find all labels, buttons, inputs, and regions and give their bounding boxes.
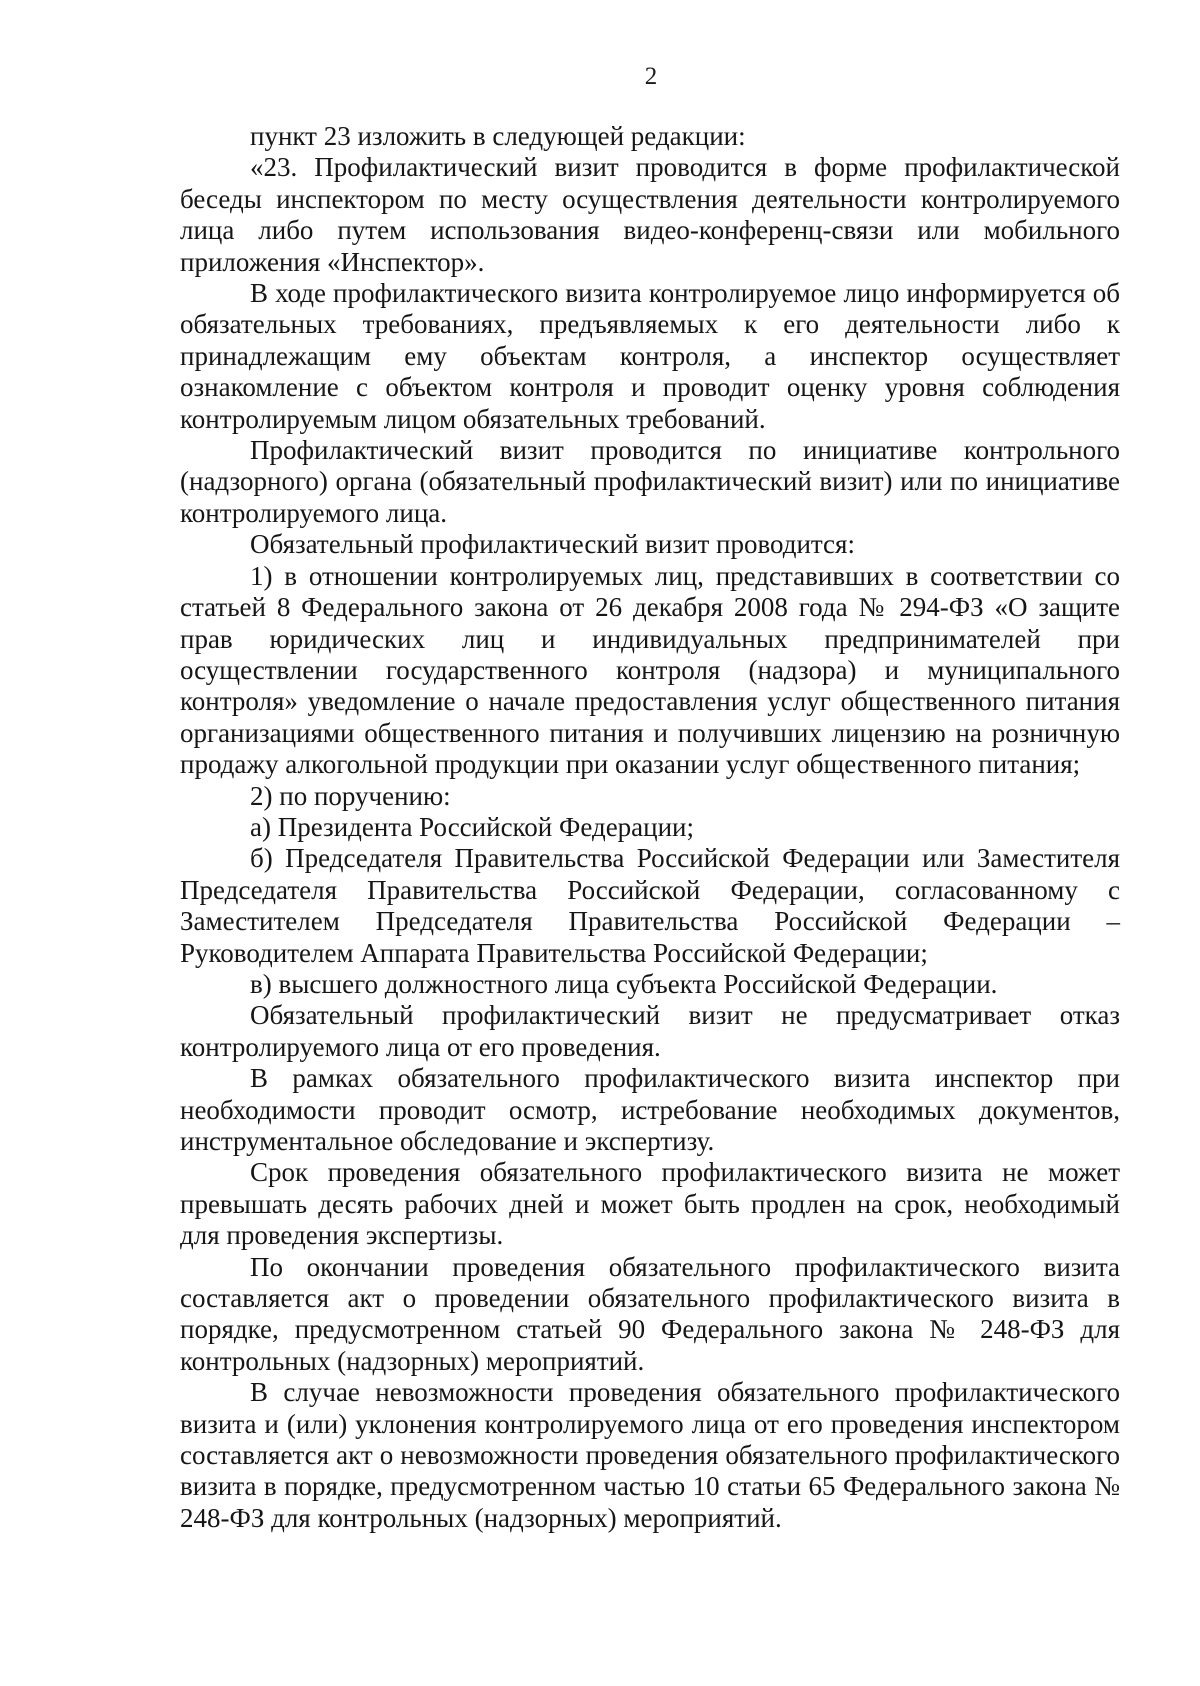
document-body — [180, 121, 1120, 1534]
page-number: 2 — [644, 63, 658, 90]
paragraph-item-23: «23. Профилактический визит проводится в форме профилактической беседы инспектором по месту осуществления деятельности контролируемого лица либо путем использования видео-конференц-связи или мобильного приложения «Инспектор». — [180, 152, 1120, 277]
paragraph-visit-course: В ходе профилактического визита контролируемое лицо информируется об обязательных требованиях, предъявляемых к его деятельности либо к принадлежащим ему объектам контроля, а инспектор осуществляет ознакомление с объектом контроля и проводит оценку уровня соблюдения контролируемым лицом обязательных требований. — [180, 278, 1120, 434]
paragraph-visit-act: По окончании проведения обязательного профилактического визита составляется акт о проведении обязательного профилактического визита в порядке, предусмотренном статьей 90 Федерального закона № 248-ФЗ для контрольных (надзорных) мероприятий. — [180, 1251, 1120, 1376]
paragraph-subitem-a: а) Президента Российской Федерации; — [250, 811, 695, 842]
paragraph-list-item-2: 2) по поручению: — [250, 780, 451, 811]
paragraph-mandatory-visit: Обязательный профилактический визит проводится: — [250, 529, 855, 560]
paragraph-intro: пункт 23 изложить в следующей редакции: — [250, 121, 746, 151]
paragraph-subitem-v: в) высшего должностного лица субъекта Российской Федерации. — [250, 968, 998, 999]
paragraph-visit-initiative: Профилактический визит проводится по инициативе контрольного (надзорного) органа (обязательный профилактический визит) или по инициативе контролируемого лица. — [180, 435, 1120, 528]
paragraph-inspector-actions: В рамках обязательного профилактического визита инспектор при необходимости проводит осмотр, истребование необходимых документов, инструментальное обследование и экспертизу. — [180, 1063, 1120, 1156]
paragraph-list-item-1: 1) в отношении контролируемых лиц, представивших в соответствии со статьей 8 Федерального закона от 26 декабря 2008 года № 294-ФЗ «О защите прав юридических лиц и индивидуальных предпринимателей при осуществлении государственного контроля (надзора) и муниципального контроля» уведомление о начале предоставления услуг общественного питания организациями общественного питания и получивших лицензию на розничную продажу алкогольной продукции при оказании услуг общественного питания; — [180, 560, 1120, 780]
paragraph-visit-duration: Срок проведения обязательного профилактического визита не может превышать десять рабочих дней и может быть продлен на срок, необходимый для проведения экспертизы. — [180, 1157, 1120, 1251]
paragraph-subitem-b: б) Председателя Правительства Российской Федерации или Заместителя Председателя Правительства Российской Федерации, согласованному с Заместителем Председателя Правительства Российской Федерации – Руководителем Аппарата Правительства Российской Федерации; — [180, 843, 1120, 968]
paragraph-impossibility-act: В случае невозможности проведения обязательного профилактического визита и (или) уклонения контролируемого лица от его проведения инспектором составляется акт о невозможности проведения обязательного профилактического визита в порядке, предусмотренном частью 10 статьи 65 Федерального закона № 248-ФЗ для контрольных (надзорных) мероприятий. — [180, 1377, 1120, 1533]
paragraph-no-refusal: Обязательный профилактический визит не предусматривает отказ контролируемого лица от его проведения. — [180, 1000, 1120, 1062]
